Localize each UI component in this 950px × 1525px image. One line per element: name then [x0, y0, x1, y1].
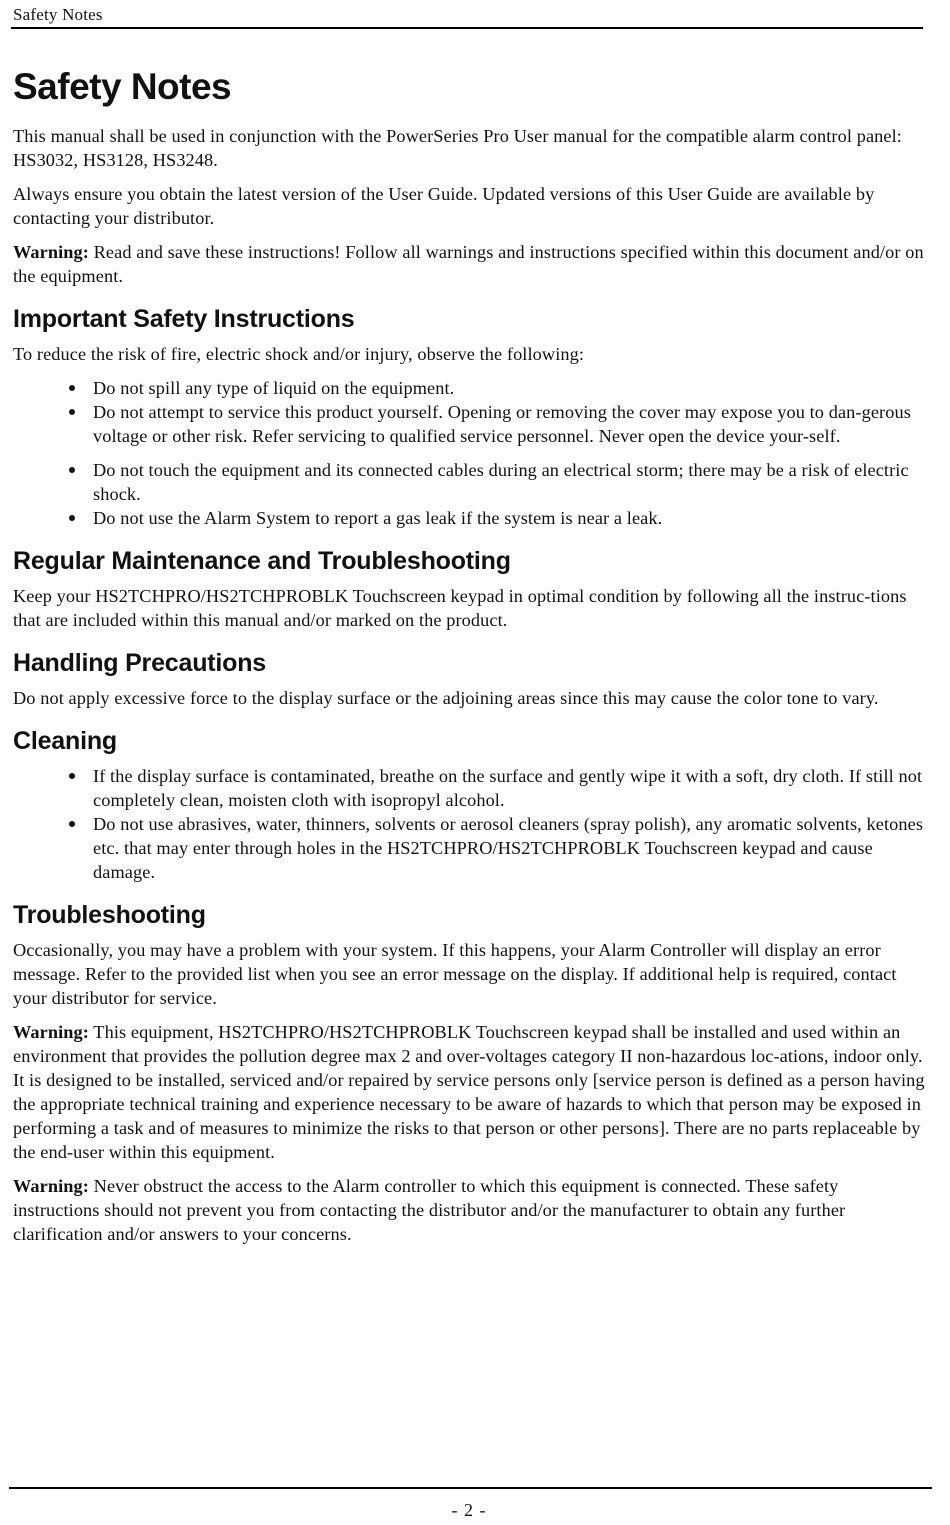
- section-heading-maintenance: Regular Maintenance and Troubleshooting: [13, 547, 511, 575]
- section-heading-cleaning: Cleaning: [13, 727, 117, 755]
- important-safety-list: [13, 376, 927, 530]
- bullet-icon: [69, 773, 75, 779]
- running-header: Safety Notes: [13, 5, 103, 24]
- intro-warning: [13, 240, 927, 288]
- important-lead: To reduce the risk of fire, electric shock and/or injury, observe the following:: [13, 344, 585, 364]
- section-heading-important-safety: Important Safety Instructions: [13, 305, 355, 333]
- header-rule: [11, 27, 923, 29]
- troubleshooting-warning-2: [13, 1174, 927, 1246]
- page-title: Safety Notes: [13, 66, 232, 107]
- warning-text: Never obstruct the access to the Alarm controller to which this equipment is connected. These safety instructions should not prevent you from contacting the distributor and/or the manufacturer to obtain any further clarification and/or answers to your concerns.: [13, 1176, 846, 1244]
- list-item: Do not touch the equipment and its connected cables during an electrical storm; there may be a risk of electric shock.: [93, 458, 927, 506]
- warning-label: Warning:: [13, 242, 89, 262]
- list-item: If the display surface is contaminated, breathe on the surface and gently wipe it with a soft, dry cloth. If still not completely clean, moisten cloth with isopropyl alcohol.: [93, 764, 927, 812]
- section-heading-handling: Handling Precautions: [13, 649, 266, 677]
- intro-paragraph-1: This manual shall be used in conjunction with the PowerSeries Pro User manual for the compatible alarm control panel: HS3032, HS3128, HS3248.: [13, 126, 902, 170]
- list-item: Do not attempt to service this product yourself. Opening or removing the cover may expose you to dan-gerous voltage or other risk. Refer servicing to qualified service personnel. Never open the device your-self.: [93, 400, 927, 448]
- warning-text: Read and save these instructions! Follow all warnings and instructions specified within this document and/or on the equipment.: [13, 242, 924, 286]
- bullet-icon: [69, 467, 75, 473]
- list-item: Do not use the Alarm System to report a gas leak if the system is near a leak.: [93, 506, 927, 530]
- section-heading-troubleshooting: Troubleshooting: [13, 901, 206, 929]
- list-item: Do not use abrasives, water, thinners, solvents or aerosol cleaners (spray polish), any aromatic solvents, ketones etc. that may enter through holes in the HS2TCHPRO/HS2TCHPROBLK Touchscreen keypad and cause damage.: [93, 812, 927, 884]
- bullet-icon: [69, 385, 75, 391]
- warning-label: Warning:: [13, 1176, 89, 1196]
- bullet-icon: [69, 515, 75, 521]
- intro-paragraph-2: Always ensure you obtain the latest version of the User Guide. Updated versions of this User Guide are available by contacting your distributor.: [13, 184, 875, 228]
- page-number: - 2 -: [451, 1500, 487, 1520]
- cleaning-list: [13, 764, 927, 884]
- bullet-icon: [69, 409, 75, 415]
- page-content: [13, 64, 927, 1246]
- warning-label: Warning:: [13, 1022, 89, 1042]
- maintenance-paragraph: Keep your HS2TCHPRO/HS2TCHPROBLK Touchscreen keypad in optimal condition by following all the instruc-tions that are included within this manual and/or marked on the product.: [13, 586, 907, 630]
- bullet-icon: [69, 821, 75, 827]
- handling-paragraph: Do not apply excessive force to the display surface or the adjoining areas since this may cause the color tone to vary.: [13, 688, 879, 708]
- troubleshooting-warning-1: [13, 1020, 927, 1164]
- list-item: Do not spill any type of liquid on the equipment.: [93, 376, 927, 400]
- troubleshooting-paragraph: Occasionally, you may have a problem with your system. If this happens, your Alarm Controller will display an error message. Refer to the provided list when you see an error message on the display. If additional help is required, contact your distributor for service.: [13, 940, 897, 1008]
- footer-rule: [9, 1487, 932, 1489]
- warning-text: This equipment, HS2TCHPRO/HS2TCHPROBLK Touchscreen keypad shall be installed and used within an environment that provides the pollution degree max 2 and over-voltages category II non-hazardous loc-ations, indoor only. It is designed to be installed, serviced and/or repaired by service persons only [service person is defined as a person having the appropriate technical training and experience necessary to be aware of hazards to which that person may be exposed in performing a task and of measures to minimize the risks to that person or other persons]. There are no parts replaceable by the end-user within this equipment.: [13, 1022, 925, 1162]
